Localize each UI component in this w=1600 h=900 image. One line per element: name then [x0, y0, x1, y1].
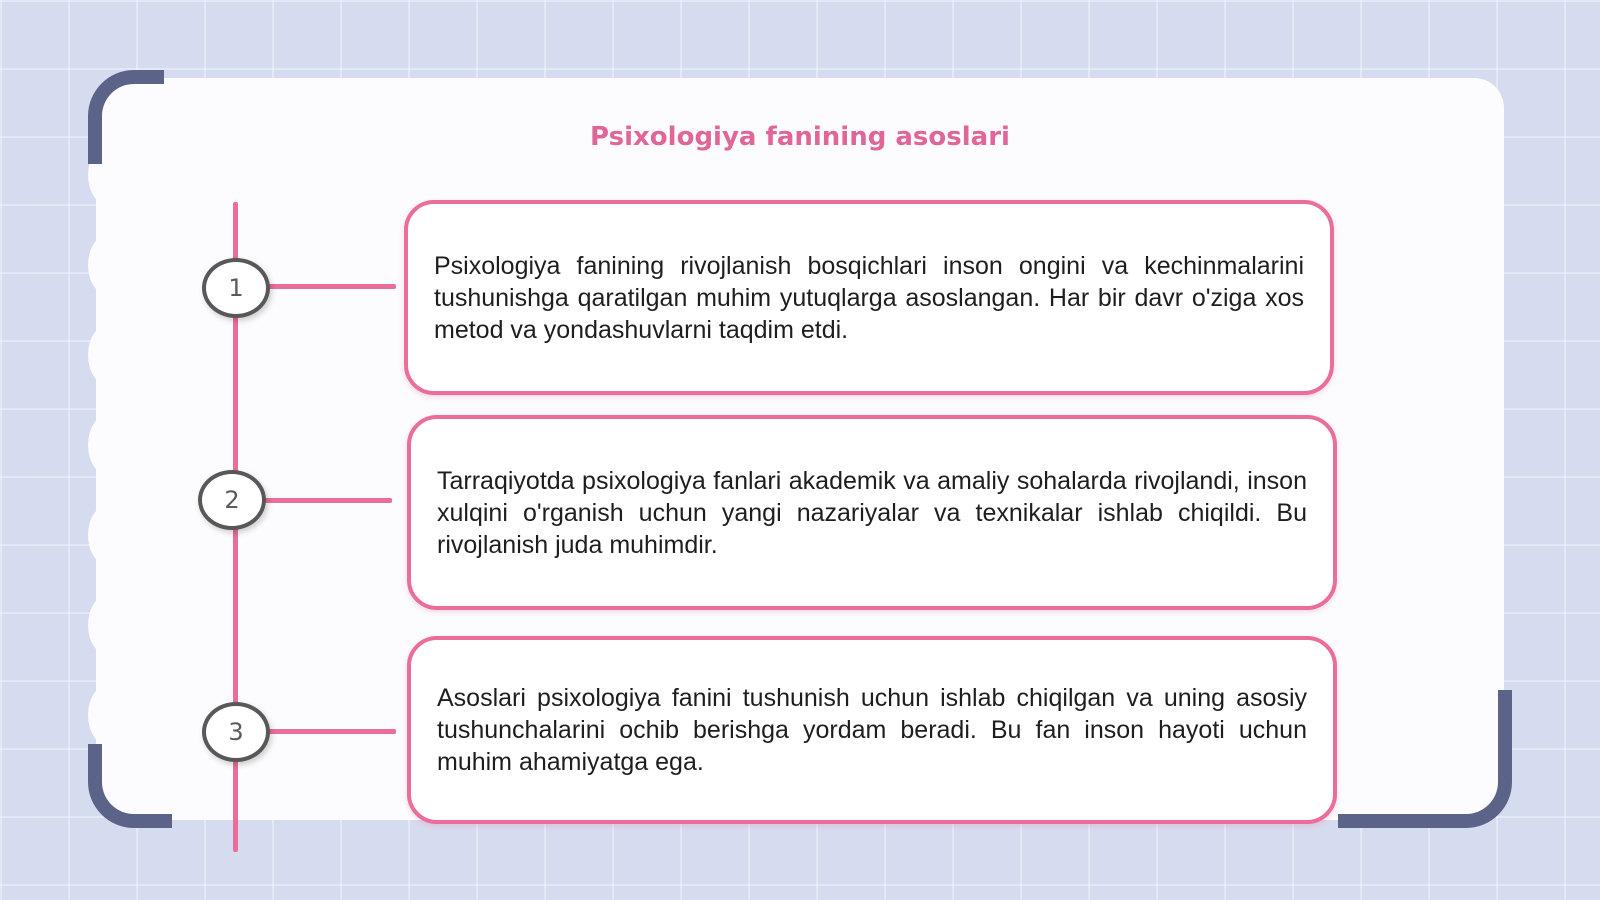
step-number-badge	[202, 702, 270, 762]
step-card	[404, 200, 1334, 395]
timeline-connector	[264, 284, 396, 289]
timeline-connector	[260, 498, 392, 503]
corner-bracket-bottom-right	[1338, 690, 1512, 828]
timeline-connector	[264, 729, 396, 734]
slide-title: Psixologiya fanining asoslari	[590, 122, 1010, 152]
card-scallop	[88, 685, 128, 745]
step-description: Asoslari psixologiya fanini tushunish uchun ishlab chiqilgan va uning asosiy tushunchalarini ochib berishga yordam beradi. Bu fan inson hayoti uchun muhim ahamiyatga ega.	[437, 684, 1307, 776]
step-description: Psixologiya fanining rivojlanish bosqichlari inson ongini va kechinmalarini tushunishga qaratilgan muhim yutuqlarga asoslangan. Har bir davr o'ziga xos metod va yondashuvlarni taqdim etdi.	[434, 251, 1304, 344]
step-number: 3	[228, 718, 244, 746]
step-number: 2	[224, 486, 240, 514]
step-card	[407, 415, 1337, 610]
step-description: Tarraqiyotda psixologiya fanlari akademik va amaliy sohalarda rivojlandi, inson xulqini o'rganish uchun yangi nazariyalar va texnikalar ishlab chiqildi. Bu rivojlanish juda muhimdir.	[437, 466, 1307, 559]
card-scallop	[88, 235, 128, 295]
card-scallop	[88, 505, 128, 565]
step-number-badge	[198, 470, 266, 530]
step-card	[407, 636, 1337, 824]
card-scallop	[88, 595, 128, 655]
card-scallop	[88, 415, 128, 475]
card-scallop	[88, 325, 128, 385]
step-number-badge	[202, 258, 270, 318]
corner-bracket-bottom-left	[88, 744, 172, 828]
step-number: 1	[228, 274, 244, 302]
